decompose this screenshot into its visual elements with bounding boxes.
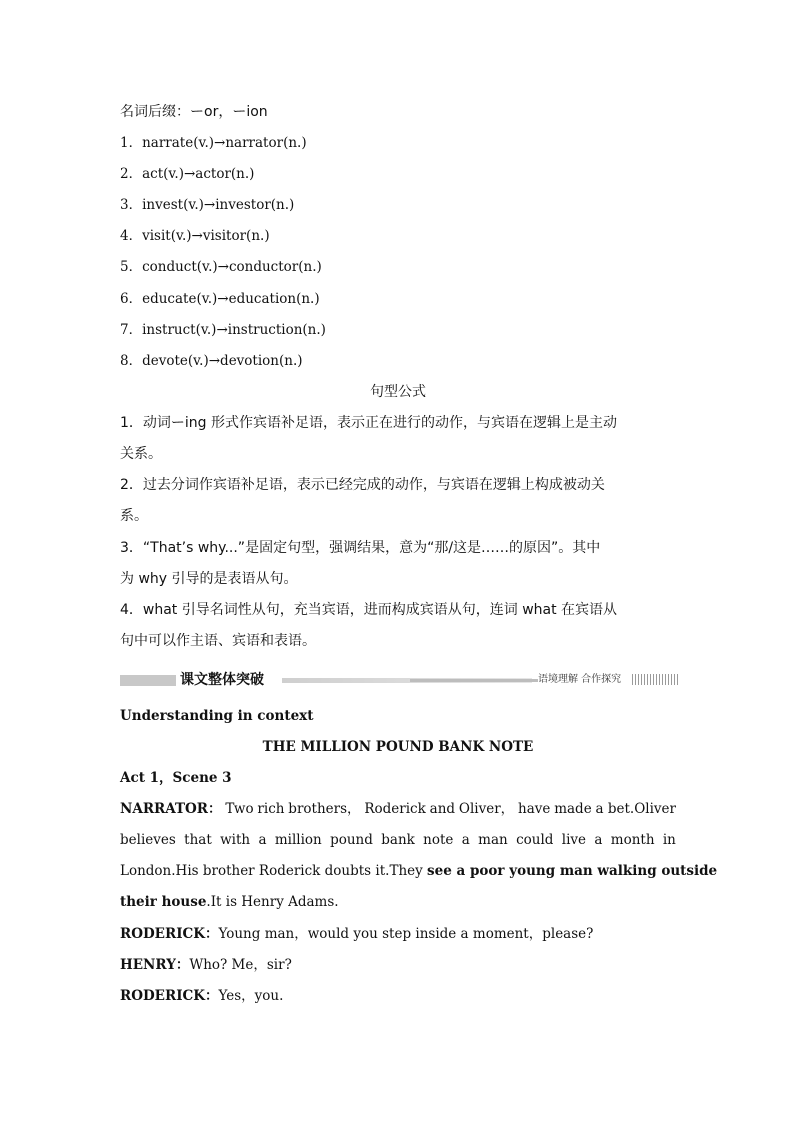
sentence-1-line-1: 1．动词ーing 形式作宾语补足语，表示正在进行的动作，与宾语在逻辑上是主动	[120, 415, 618, 431]
banner-right-label: 语境理解 合作探究	[538, 674, 622, 685]
scene-label: Act 1，Scene 3	[120, 770, 232, 786]
banner-left-bar	[120, 675, 176, 686]
sentence-4-line-1: 4．what 引导名词性从句，充当宾语，进而构成宾语从句，连词 what 在宾语从	[120, 602, 618, 618]
speaker-roderick: RODERICK：	[120, 926, 219, 942]
speaker-henry: HENRY：	[120, 957, 190, 973]
suffix-item-7: 7．instruct(v.)→instruction(n.)	[120, 322, 326, 338]
dialogue-line-3: RODERICK：Yes，you.	[120, 988, 284, 1004]
suffix-heading: 名词后缀：ーor，ーion	[120, 104, 268, 120]
sentence-4-line-2: 句中可以作主语、宾语和表语。	[120, 633, 316, 649]
understanding-heading: Understanding in context	[120, 708, 314, 724]
narrator-line-2: believes that with a million pound bank note a man could live a month in	[120, 832, 676, 848]
section-banner	[120, 671, 680, 689]
sentence-heading: 句型公式	[370, 384, 426, 400]
suffix-item-4: 4．visit(v.)→visitor(n.)	[120, 228, 270, 244]
narrator-line-3: London.His brother Roderick doubts it.They see a poor young man walking outside	[120, 863, 718, 879]
banner-title: 课文整体突破	[180, 672, 264, 688]
narrator-line-1: NARRATOR： Two rich brothers， Roderick and Oliver， have made a bet.Oliver	[120, 801, 676, 817]
suffix-item-6: 6．educate(v.)→education(n.)	[120, 291, 320, 307]
suffix-item-1: 1．narrate(v.)→narrator(n.)	[120, 135, 307, 151]
narrator-line-4: their house.It is Henry Adams.	[120, 894, 339, 910]
suffix-item-2: 2．act(v.)→actor(n.)	[120, 166, 255, 182]
dialogue-line-1: RODERICK：Young man，would you step inside a moment，please?	[120, 926, 594, 942]
sentence-1-line-2: 关系。	[120, 446, 162, 462]
suffix-item-8: 8．devote(v.)→devotion(n.)	[120, 353, 303, 369]
speaker-narrator: NARRATOR：	[120, 801, 222, 817]
banner-divider-dark	[410, 679, 538, 682]
sentence-3-line-1: 3．“That’s why...”是固定句型，强调结果，意为“那/这是……的原因”。其中	[120, 540, 601, 556]
suffix-item-3: 3．invest(v.)→investor(n.)	[120, 197, 295, 213]
speaker-roderick: RODERICK：	[120, 988, 219, 1004]
dialogue-line-2: HENRY：Who? Me，sir?	[120, 957, 292, 973]
sentence-2-line-2: 系。	[120, 508, 148, 524]
suffix-item-5: 5．conduct(v.)→conductor(n.)	[120, 259, 322, 275]
story-title: THE MILLION POUND BANK NOTE	[262, 739, 534, 755]
sentence-2-line-1: 2．过去分词作宾语补足语，表示已经完成的动作，与宾语在逻辑上构成被动关	[120, 477, 605, 493]
banner-stripes	[632, 674, 680, 685]
sentence-3-line-2: 为 why 引导的是表语从句。	[120, 571, 298, 587]
